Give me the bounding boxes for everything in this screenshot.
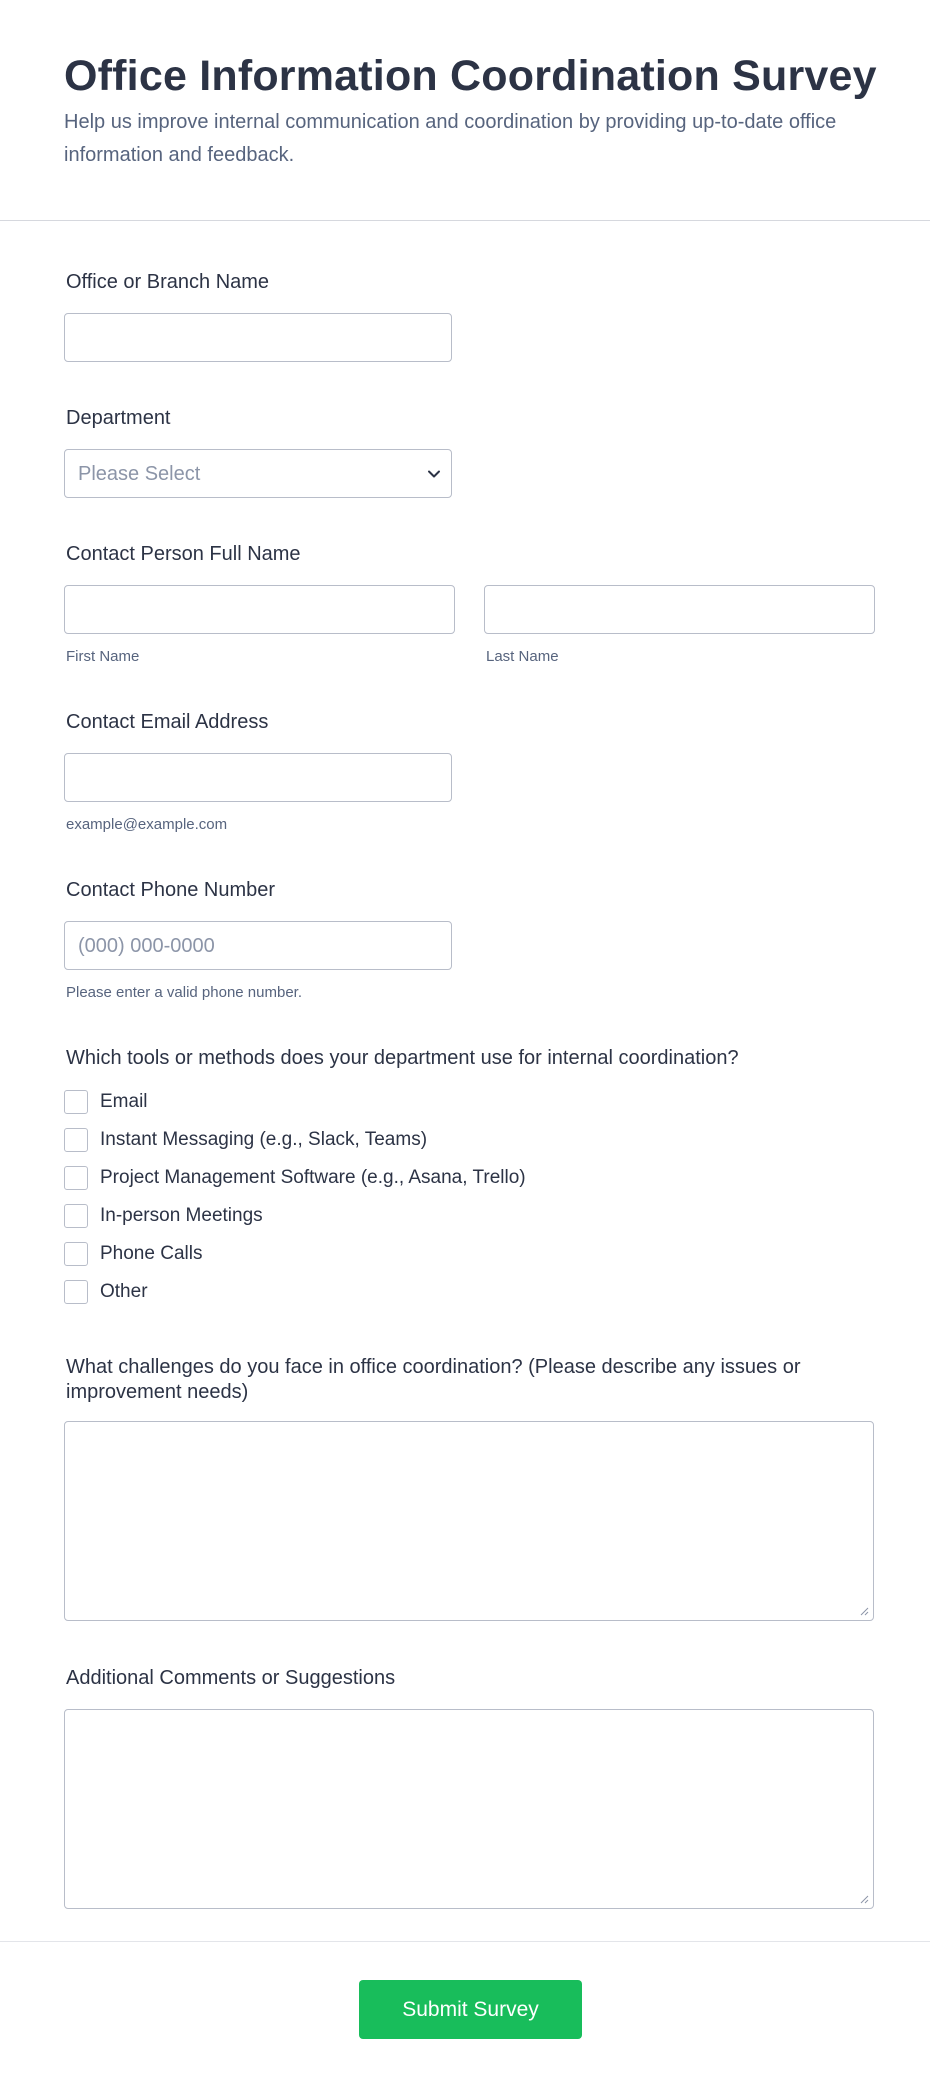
email-label: Contact Email Address bbox=[66, 711, 269, 733]
footer-divider bbox=[0, 1941, 930, 1942]
checkbox-option[interactable] bbox=[64, 1241, 202, 1267]
office-name-label: Office or Branch Name bbox=[66, 271, 270, 293]
phone-placeholder: (000) 000-0000 bbox=[78, 935, 215, 957]
checkbox[interactable] bbox=[64, 1242, 88, 1266]
page-title: Office Information Coordination Survey bbox=[64, 52, 877, 100]
checkbox[interactable] bbox=[64, 1128, 88, 1152]
checkbox-option[interactable] bbox=[64, 1165, 526, 1191]
resize-grip-icon[interactable] bbox=[859, 1894, 869, 1904]
form-header bbox=[0, 0, 930, 221]
checkbox-option[interactable] bbox=[64, 1127, 427, 1153]
tools-label: Which tools or methods does your department use for internal coordination? bbox=[66, 1047, 739, 1069]
checkbox[interactable] bbox=[64, 1090, 88, 1114]
checkbox-label: Other bbox=[100, 1281, 148, 1302]
checkbox-option[interactable] bbox=[64, 1279, 148, 1305]
department-placeholder: Please Select bbox=[78, 463, 201, 485]
first-name-sublabel: First Name bbox=[66, 648, 140, 665]
page-subtitle: Help us improve internal communication and coordination by providing up-to-date office information and feedback. bbox=[64, 111, 837, 166]
phone-field[interactable] bbox=[64, 921, 452, 970]
checkbox-option[interactable] bbox=[64, 1089, 148, 1115]
contact-name-label: Contact Person Full Name bbox=[66, 543, 301, 565]
checkbox-option[interactable] bbox=[64, 1203, 263, 1229]
comments-textarea[interactable] bbox=[64, 1709, 874, 1909]
submit-button[interactable]: Submit Survey bbox=[359, 1980, 582, 2039]
challenges-textarea[interactable] bbox=[64, 1421, 874, 1621]
email-field[interactable] bbox=[64, 753, 452, 802]
email-sublabel: example@example.com bbox=[66, 816, 228, 833]
checkbox-label: Email bbox=[100, 1091, 148, 1112]
comments-label: Additional Comments or Suggestions bbox=[66, 1667, 396, 1689]
challenges-label: What challenges do you face in office coordination? (Please describe any issues or improvement needs) bbox=[66, 1356, 801, 1403]
last-name-input[interactable] bbox=[484, 585, 875, 634]
checkbox[interactable] bbox=[64, 1204, 88, 1228]
department-label: Department bbox=[66, 407, 171, 429]
first-name-input[interactable] bbox=[64, 585, 455, 634]
phone-label: Contact Phone Number bbox=[66, 879, 276, 901]
checkbox[interactable] bbox=[64, 1166, 88, 1190]
checkbox-label: Project Management Software (e.g., Asana, Trello) bbox=[100, 1167, 526, 1188]
chevron-down-icon bbox=[427, 467, 441, 481]
checkbox-label: Phone Calls bbox=[100, 1243, 203, 1264]
last-name-sublabel: Last Name bbox=[486, 648, 559, 665]
checkbox-label: In-person Meetings bbox=[100, 1205, 263, 1226]
office-name-input[interactable] bbox=[64, 313, 452, 362]
department-select[interactable] bbox=[64, 449, 452, 498]
checkbox[interactable] bbox=[64, 1280, 88, 1304]
resize-grip-icon[interactable] bbox=[859, 1606, 869, 1616]
phone-sublabel: Please enter a valid phone number. bbox=[66, 984, 302, 1001]
checkbox-label: Instant Messaging (e.g., Slack, Teams) bbox=[100, 1129, 428, 1150]
